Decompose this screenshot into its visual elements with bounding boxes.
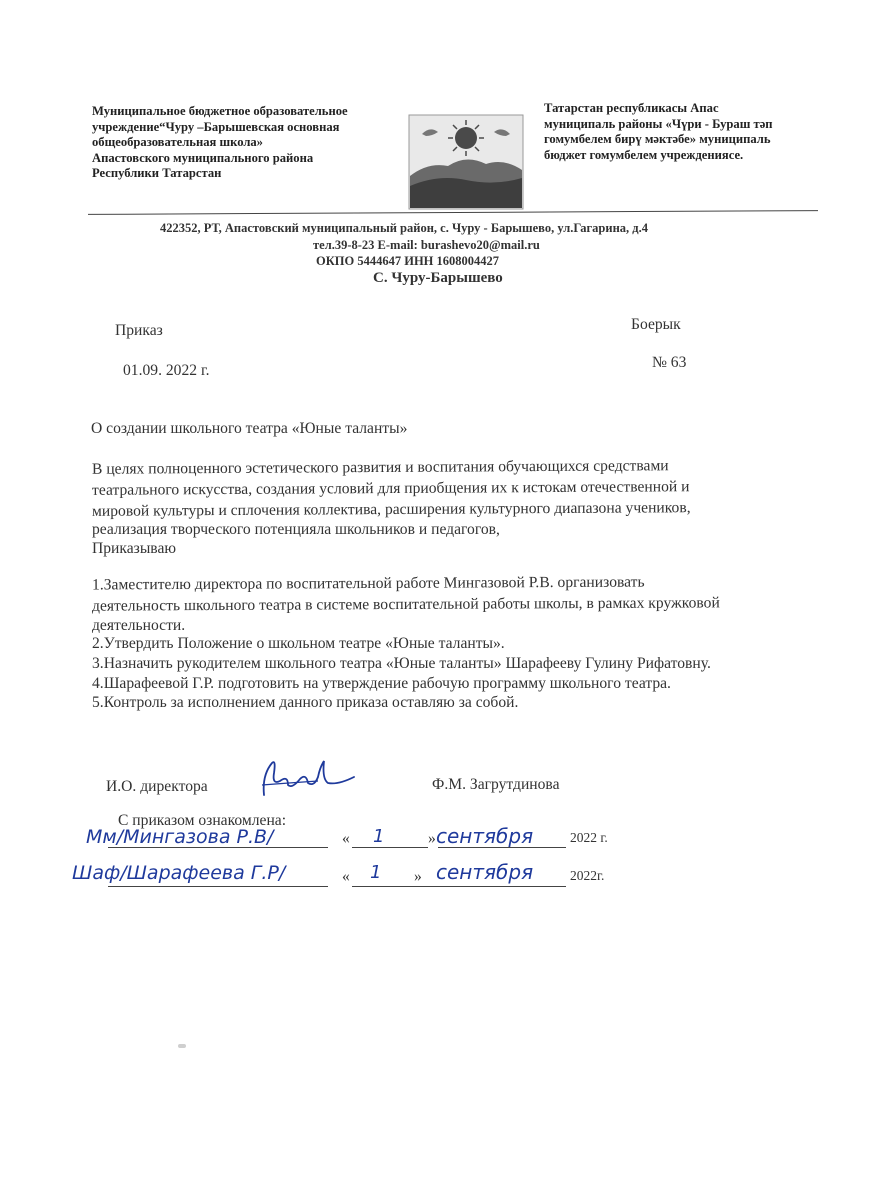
ack-year: 2022 г. [570, 830, 608, 845]
ack-day: 1 [370, 862, 382, 883]
codes-line: ОКПО 5444647 ИНН 1608004427 [316, 254, 500, 268]
ack-month-underline [438, 847, 566, 848]
emblem-icon [408, 114, 524, 210]
ack-day: 1 [373, 826, 385, 847]
ack-close-quote: » [414, 868, 422, 885]
header-tt-line: муниципаль районы «Чүри - Бураш тәп [544, 116, 773, 131]
ack-name-underline [108, 847, 328, 848]
contacts-line: тел.39-8-23 E-mail: burashevo20@mail.ru [313, 238, 540, 252]
order-item: 4.Шарафеевой Г.Р. подготовить на утверждение рабочую программу школьного театра. [92, 675, 671, 692]
ack-day-underline [352, 847, 428, 848]
signatory-name: Ф.М. Загрутдинова [432, 776, 560, 793]
directive-word: Приказываю [92, 540, 177, 557]
header-ru-line: учреждение“Чуру –Барышевская основная [92, 119, 340, 134]
order-item: деятельность школьного театра в системе воспитательной работы школы, в рамках кружковой [91, 594, 720, 615]
ack-day-underline [352, 886, 428, 887]
order-item: деятельности. [92, 617, 186, 634]
order-number: № 63 [652, 354, 687, 371]
header-ru-line: Республики Татарстан [92, 166, 222, 180]
order-date: 01.09. 2022 г. [123, 362, 210, 379]
preamble-line: В целях полноценного эстетического развития и воспитания обучающихся средствами [91, 457, 669, 478]
order-item: 5.Контроль за исполнением данного приказа оставляю за собой. [92, 694, 519, 711]
scan-speck [178, 1044, 186, 1048]
header-divider [88, 210, 818, 215]
header-ru-line: Муниципальное бюджетное образовательное [92, 104, 348, 118]
header-ru-line: Апастовского муниципального района [92, 150, 314, 165]
preamble-line: реализация творческого потенцияла школьников и педагогов, [92, 521, 500, 538]
header-ru-block [92, 104, 402, 182]
header-tt-block [544, 101, 814, 163]
signatory-role: И.О. директора [106, 778, 208, 795]
ack-year: 2022г. [570, 868, 605, 883]
preamble-line: театрального искусства, создания условий для приобщения их к истокам отечественной и [91, 478, 690, 499]
ack-open-quote: « [342, 868, 350, 885]
acknowledgement-heading: С приказом ознакомлена: [118, 812, 287, 829]
ack-handwritten-name: Мм/Мингазова Р.В/ [86, 826, 274, 848]
ack-month: сентября [436, 860, 534, 884]
director-signature [258, 755, 358, 805]
order-item: 2.Утвердить Положение о школьном театре «Юные таланты». [92, 635, 505, 652]
ack-close-quote: » [428, 830, 436, 847]
village-name: С. Чуру-Барышево [373, 270, 503, 286]
order-title: О создании школьного театра «Юные таланты» [91, 420, 408, 437]
order-label-tt: Боерык [631, 316, 681, 333]
header-tt-line: гомумбелем бирү мәктәбе» муниципаль [544, 132, 771, 146]
ack-month-underline [424, 886, 566, 887]
ack-month: сентября [436, 824, 534, 848]
ack-handwritten-name: Шаф/Шарафеева Г.Р/ [72, 862, 286, 884]
header-ru-line: общеобразовательная школа» [92, 135, 263, 149]
ack-open-quote: « [342, 830, 350, 847]
address-line: 422352, РТ, Апастовский муниципальный район, с. Чуру - Барышево, ул.Гагарина, д.4 [160, 221, 648, 235]
order-item: 3.Назначить рукодителем школьного театра «Юные таланты» Шарафееву Гулину Рифатовну. [92, 655, 711, 672]
header-tt-line: бюджет гомумбелем учреждениясе. [544, 147, 744, 162]
header-tt-line: Татарстан республикасы Апас [544, 101, 719, 115]
order-label-ru: Приказ [115, 322, 163, 339]
preamble-line: мировой культуры и сплочения коллектива, расширения культурного диапазона учеников, [91, 499, 691, 520]
ack-name-underline [108, 886, 328, 887]
order-item: 1.Заместителю директора по воспитательной работе Мингазовой Р.В. организовать [91, 573, 645, 594]
